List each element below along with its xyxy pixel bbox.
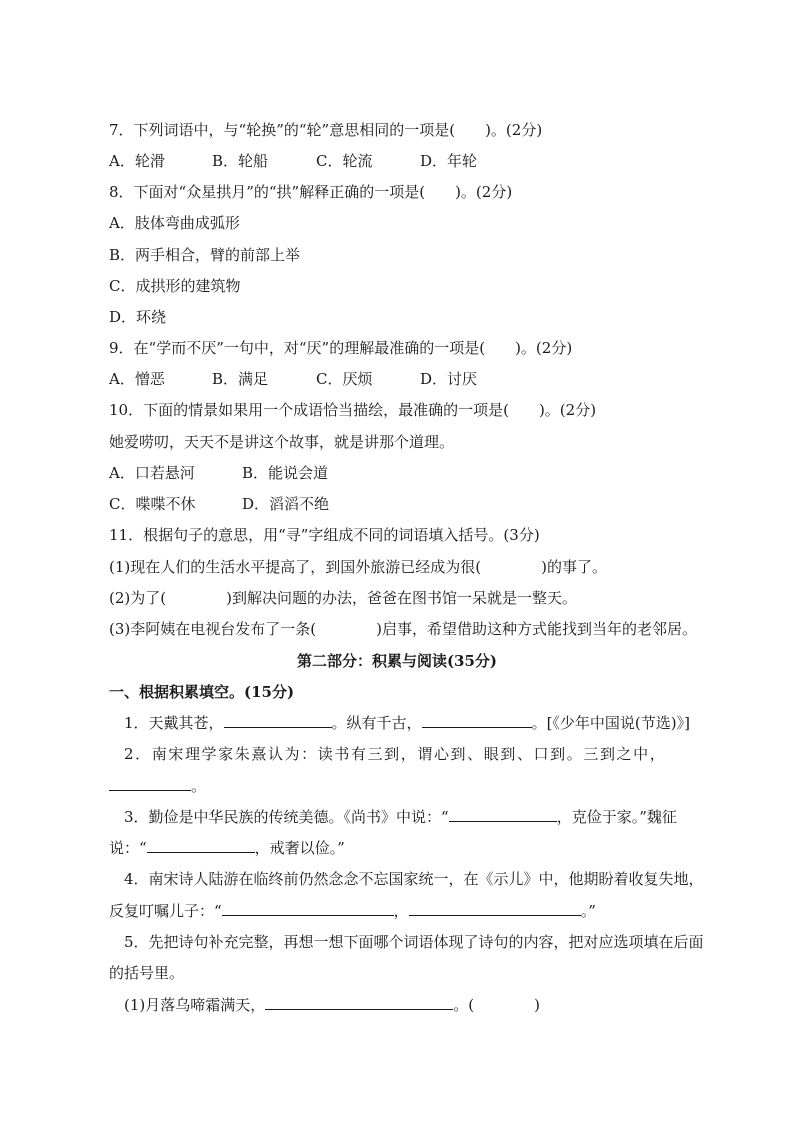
fill-4-text-c: 。”: [580, 902, 596, 920]
section1-heading: 一、根据积累填空。(15分): [109, 683, 295, 701]
fill-3-text-a: 3．勤俭是中华民族的传统美德。《尚书》中说：“: [124, 808, 449, 826]
q7-stem: 7．下列词语中，与“轮换”的“轮”意思相同的一项是( )。(2分): [109, 121, 543, 139]
q9-option-d: D．讨厌: [420, 370, 478, 388]
q10-option-b: B．能说会道: [242, 464, 329, 482]
q11-item-2: (2)为了( )到解决问题的办法，爸爸在图书馆一呆就是一整天。: [109, 589, 577, 607]
fill-1-text-c: 。[《少年中国说(节选)》]: [531, 714, 690, 732]
q9-option-c: C．厌烦: [316, 370, 373, 388]
fill-5-text-b: 。( ): [453, 996, 540, 1014]
q7-option-c: C．轮流: [316, 152, 373, 170]
fill-2-line-2: [109, 776, 206, 796]
fill-5-line-3: [124, 995, 540, 1015]
fill-3-line-2: [109, 838, 345, 858]
fill-3-text-b: ，克俭于家。”魏征: [556, 808, 677, 826]
q10-option-d: D．滔滔不绝: [242, 495, 330, 513]
q8-option-d: D．环绕: [109, 308, 167, 326]
q7-option-a: A．轮滑: [109, 152, 165, 170]
fill-3-blank-2[interactable]: [147, 838, 255, 853]
q10-options-row2: [109, 494, 329, 514]
fill-2-end: 。: [191, 777, 207, 795]
fill-3-text-d: ，戒奢以俭。”: [254, 839, 345, 857]
fill-4-blank-1[interactable]: [222, 901, 394, 916]
fill-4-line-2: [109, 901, 596, 921]
q10-scene: 她爱唠叨，天天不是讲这个故事，就是讲那个道理。: [109, 433, 455, 451]
q9-stem: 9．在“学而不厌”一句中，对“厌”的理解最准确的一项是( )。(2分): [109, 339, 573, 357]
fill-2-blank[interactable]: [109, 776, 191, 791]
fill-4-text-b: ，: [393, 902, 409, 920]
fill-1-text-a: 1．天戴其苍，: [124, 714, 224, 732]
fill-4-blank-2[interactable]: [409, 901, 581, 916]
q7-options: [109, 151, 477, 171]
fill-3-text-c: 说：“: [109, 839, 147, 857]
fill-2-line-1: 2．南宋理学家朱熹认为：读书有三到，谓心到、眼到、口到。三到之中，: [124, 745, 667, 763]
q8-stem: 8．下面对“众星拱月”的“拱”解释正确的一项是( )。(2分): [109, 183, 513, 201]
q11-item-1: (1)现在人们的生活水平提高了，到国外旅游已经成为很( )的事了。: [109, 558, 607, 576]
part2-title: 第二部分：积累与阅读(35分): [296, 652, 498, 670]
fill-4-text-a: 反复叮嘱儿子：“: [109, 902, 222, 920]
fill-5-blank[interactable]: [265, 995, 453, 1010]
q10-options-row1: [109, 463, 328, 483]
q11-stem: 11．根据句子的意思，用“寻”字组成不同的词语填入括号。(3分): [109, 526, 540, 544]
q9-options: [109, 369, 477, 389]
q8-option-c: C．成拱形的建筑物: [109, 277, 241, 295]
q10-option-c: C．喋喋不休: [109, 495, 196, 513]
q7-option-b: B．轮船: [212, 152, 269, 170]
q8-option-b: B．两手相合，臂的前部上举: [109, 246, 301, 264]
fill-3-blank-1[interactable]: [449, 807, 557, 822]
fill-1-blank-1[interactable]: [224, 713, 332, 728]
fill-5-line-1: 5．先把诗句补充完整，再想一想下面哪个词语体现了诗句的内容，把对应选项填在后面: [124, 933, 704, 951]
q8-option-a: A．肢体弯曲成弧形: [109, 214, 240, 232]
fill-3-line-1: [124, 807, 677, 827]
fill-4-line-1: 4．南宋诗人陆游在临终前仍然念念不忘国家统一，在《示儿》中，他期盼着收复失地，: [124, 870, 704, 888]
fill-1-text-b: 。纵有千古，: [331, 714, 422, 732]
fill-1-blank-2[interactable]: [422, 713, 532, 728]
q10-stem: 10．下面的情景如果用一个成语恰当描绘，最准确的一项是( )。(2分): [109, 401, 597, 419]
q10-option-a: A．口若悬河: [109, 464, 195, 482]
fill-5-text-a: (1)月落乌啼霜满天，: [124, 996, 266, 1014]
q11-item-3: (3)李阿姨在电视台发布了一条( )启事，希望借助这种方式能找到当年的老邻居。: [109, 620, 697, 638]
q9-option-a: A．憎恶: [109, 370, 165, 388]
fill-5-line-2: 的括号里。: [109, 964, 185, 982]
fill-1: [124, 713, 690, 733]
q7-option-d: D．年轮: [420, 152, 478, 170]
q9-option-b: B．满足: [212, 370, 269, 388]
